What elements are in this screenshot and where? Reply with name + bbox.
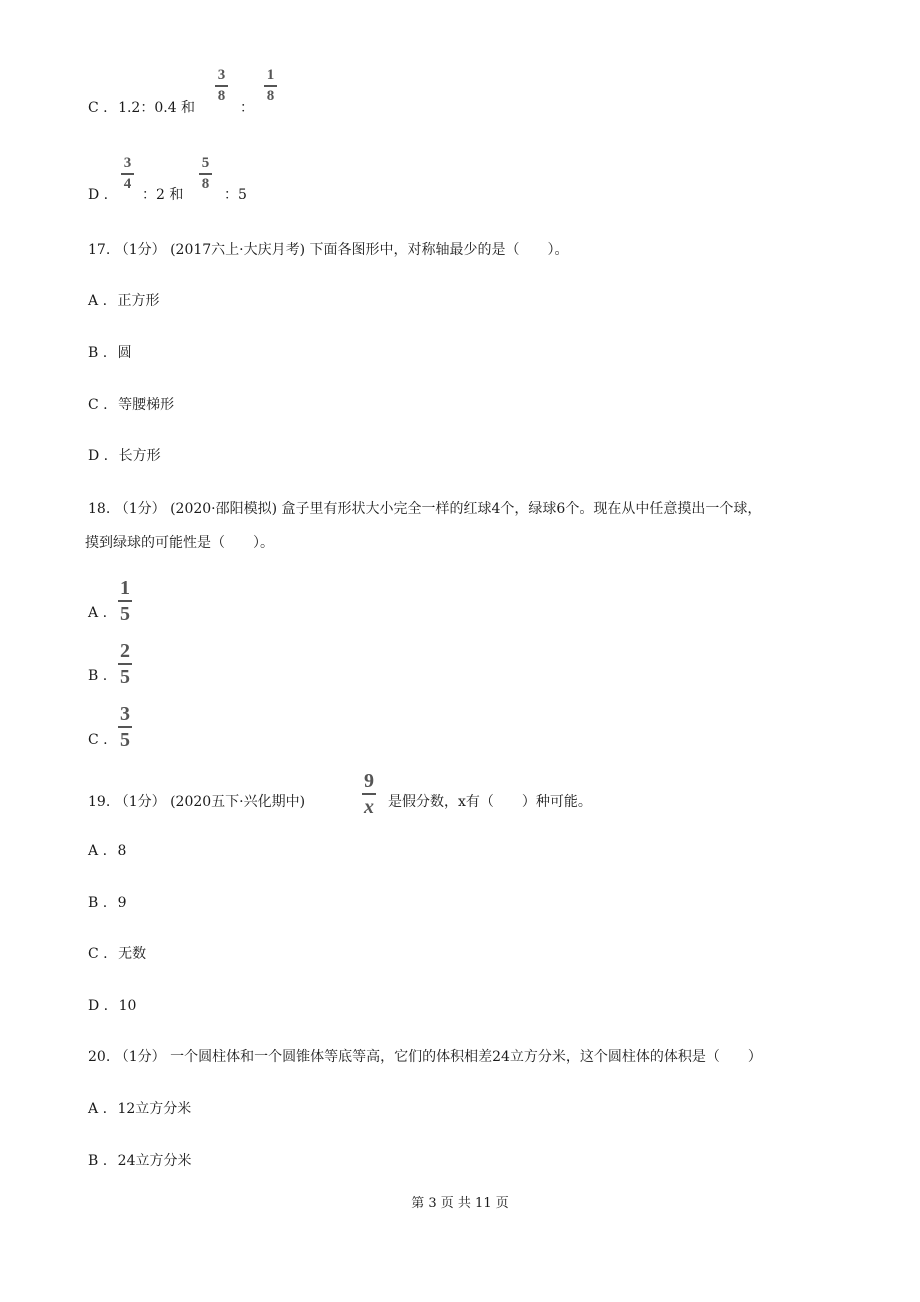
numerator: 2 — [120, 640, 130, 662]
q19-option-a: A . 8 — [88, 843, 127, 859]
numerator: 9 — [364, 770, 374, 792]
fraction-bar — [215, 85, 228, 87]
option-label: A — [88, 843, 99, 859]
denominator: x — [364, 795, 374, 818]
option-label: C — [88, 397, 99, 413]
option-text: 等腰梯形 — [118, 397, 175, 413]
option-label: A — [88, 605, 99, 621]
option-text: 9 — [117, 895, 127, 911]
q17-option-c: C . 等腰梯形 — [88, 397, 175, 413]
option-text: 10 — [118, 998, 137, 1014]
q19-option-b: B . 9 — [88, 895, 127, 911]
fraction-bar — [264, 85, 277, 87]
numerator: 1 — [266, 67, 275, 83]
q17-option-b: B . 圆 — [88, 345, 132, 361]
fraction-1-5 — [118, 578, 132, 624]
fraction-5-8 — [199, 156, 212, 192]
option-label: D — [88, 998, 100, 1014]
option-label: B — [88, 345, 99, 361]
fraction-bar — [362, 793, 376, 795]
option-text: 圆 — [117, 345, 132, 361]
q17-option-d: D . 长方形 — [88, 448, 161, 464]
question-20-stem: 20. （1分） 一个圆柱体和一个圆锥体等底等高，它们的体积相差24立方分米，这个圆柱体的体积是（ ） — [88, 1049, 762, 1065]
option-label: C — [88, 946, 99, 962]
q20-option-a: A . 12立方分米 — [88, 1101, 192, 1117]
fraction-9-x — [362, 771, 376, 817]
question-17-stem: 17. （1分） (2017六上·大庆月考) 下面各图形中，对称轴最少的是（ ）。 — [88, 242, 569, 258]
option-label: C — [88, 100, 99, 116]
question-19-stem-post: 是假分数，x有（ ）种可能。 — [388, 794, 592, 810]
q18-option-a: A . — [88, 605, 108, 621]
q16-option-d: D . — [88, 187, 109, 203]
option-text-tail: ：5 — [224, 187, 247, 203]
question-18-stem-line1: 18. （1分） (2020·邵阳模拟) 盒子里有形状大小完全一样的红球4个，绿球6个。现在从中任意摸出一个球， — [88, 501, 762, 517]
denominator: 8 — [201, 175, 210, 192]
numerator: 3 — [217, 67, 226, 83]
q16-option-c: C . 1.2：0.4 和 — [88, 100, 196, 116]
q18-option-c: C . — [88, 732, 108, 748]
option-label: A — [88, 1101, 99, 1117]
q19-option-c: C . 无数 — [88, 946, 147, 962]
fraction-bar — [118, 600, 132, 602]
page-footer: 第 3 页 共 11 页 — [411, 1196, 509, 1211]
question-19-stem-pre: 19. （1分） (2020五下·兴化期中) — [88, 794, 306, 810]
fraction-bar — [118, 663, 132, 665]
denominator: 5 — [120, 665, 130, 688]
denominator: 8 — [217, 87, 226, 104]
fraction-1-8 — [264, 68, 277, 104]
option-text: ：2 和 — [142, 187, 184, 203]
numerator: 3 — [120, 703, 130, 725]
numerator: 1 — [120, 577, 130, 599]
option-text: 24立方分米 — [117, 1153, 192, 1169]
option-text: 无数 — [118, 946, 147, 962]
option-label: D — [88, 448, 100, 464]
question-18-stem-line2: 摸到绿球的可能性是（ ）。 — [85, 535, 274, 551]
option-text: 8 — [117, 843, 127, 859]
option-label: A — [88, 293, 99, 309]
denominator: 5 — [120, 602, 130, 625]
option-label: B — [88, 1153, 99, 1169]
option-text: 12立方分米 — [117, 1101, 192, 1117]
numerator: 5 — [201, 155, 210, 171]
option-text: 长方形 — [118, 448, 161, 464]
q20-option-b: B . 24立方分米 — [88, 1153, 192, 1169]
ratio-separator: ： — [240, 100, 254, 116]
denominator: 8 — [266, 87, 275, 104]
fraction-bar — [118, 726, 132, 728]
q18-option-b: B . — [88, 668, 108, 684]
option-label: D — [88, 187, 100, 203]
fraction-bar — [121, 173, 134, 175]
denominator: 4 — [123, 175, 132, 192]
fraction-3-8 — [215, 68, 228, 104]
fraction-3-4 — [121, 156, 134, 192]
option-label: C — [88, 732, 99, 748]
denominator: 5 — [120, 728, 130, 751]
q17-option-a: A . 正方形 — [88, 293, 160, 309]
fraction-2-5 — [118, 641, 132, 687]
fraction-3-5 — [118, 704, 132, 750]
option-text: 正方形 — [117, 293, 160, 309]
option-label: B — [88, 668, 99, 684]
fraction-bar — [199, 173, 212, 175]
q19-option-d: D . 10 — [88, 998, 137, 1014]
option-label: B — [88, 895, 99, 911]
option-text: 1.2：0.4 和 — [118, 100, 196, 116]
numerator: 3 — [123, 155, 132, 171]
